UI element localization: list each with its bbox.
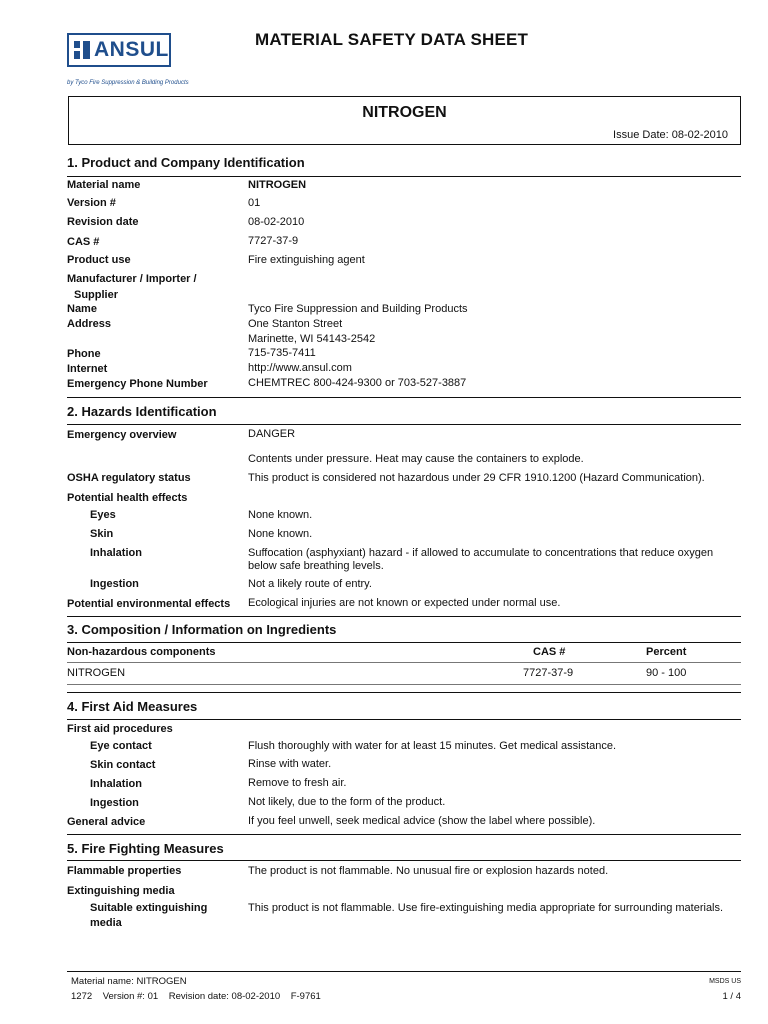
issue-date: Issue Date: 08-02-2010 (613, 129, 728, 141)
skin-label: Skin (90, 528, 114, 540)
revision-date-value: 08-02-2010 (248, 216, 305, 228)
emergency-overview-value: DANGER (248, 428, 296, 440)
cas-label: CAS # (67, 236, 100, 248)
supplier-label: Supplier (74, 289, 119, 301)
component-percent-cell: 90 - 100 (646, 667, 687, 679)
ansul-logo-mark-icon (74, 41, 90, 59)
product-use-label: Product use (67, 254, 131, 266)
suitable-media-label-line-2: media (90, 917, 122, 929)
percent-column-header: Percent (646, 646, 687, 658)
eye-contact-label: Eye contact (90, 740, 152, 752)
cas-value: 7727-37-9 (248, 235, 299, 247)
ansul-logo (67, 33, 171, 67)
ingestion-label: Ingestion (90, 578, 139, 590)
phone-value: 715-735-7411 (248, 347, 316, 359)
section-4-heading: 4. First Aid Measures (67, 699, 198, 714)
extinguishing-media-label: Extinguishing media (67, 885, 175, 897)
table-bottom-rule (67, 684, 741, 685)
product-use-value: Fire extinguishing agent (248, 254, 365, 266)
company-name-value: Tyco Fire Suppression and Building Products (248, 303, 468, 315)
internet-link[interactable]: http://www.ansul.com (248, 362, 352, 374)
document-title: MATERIAL SAFETY DATA SHEET (255, 30, 529, 49)
environmental-effects-label: Potential environmental effects (67, 598, 231, 610)
components-column-header: Non-hazardous components (67, 646, 216, 658)
address-line-2: Marinette, WI 54143-2542 (248, 333, 376, 345)
section-5-rule (67, 860, 741, 861)
section-5-heading: 5. Fire Fighting Measures (67, 841, 224, 856)
section-2-rule (67, 424, 741, 425)
general-advice-value: If you feel unwell, seek medical advice (show the label where possible). (248, 815, 596, 827)
skin-value: None known. (248, 528, 313, 540)
emergency-overview-detail: Contents under pressure. Heat may cause the containers to explode. (248, 453, 584, 465)
footer-material-name: Material name: NITROGEN (71, 976, 187, 987)
product-name: NITROGEN (362, 104, 447, 121)
osha-label: OSHA regulatory status (67, 472, 191, 484)
inhalation-value: Suffocation (asphyxiant) hazard - if allowed to accumulate to concentrations that reduce oxygen below safe breathing levels. (248, 547, 714, 572)
emergency-phone-label: Emergency Phone Number (67, 378, 208, 390)
eye-contact-value: Flush thoroughly with water for at least 15 minutes. Get medical assistance. (248, 740, 617, 752)
section-1-rule (67, 176, 741, 177)
phone-label: Phone (67, 348, 101, 360)
flammable-properties-label: Flammable properties (67, 865, 182, 877)
product-title-box (68, 96, 741, 145)
section-2-heading: 2. Hazards Identification (67, 404, 217, 419)
footer-document-info: 1272 Version #: 01 Revision date: 08-02-2010 F-9761 (71, 991, 321, 1002)
eyes-label: Eyes (90, 509, 116, 521)
footer-page-number: 1 / 4 (722, 991, 741, 1002)
eyes-value: None known. (248, 509, 313, 521)
health-effects-label: Potential health effects (67, 492, 188, 504)
footer-rule (67, 971, 741, 972)
logo-text: ANSUL (94, 38, 169, 61)
section-3-rule (67, 642, 741, 643)
suitable-media-label-line-1: Suitable extinguishing (90, 902, 208, 914)
ingestion-value: Not a likely route of entry. (248, 578, 372, 590)
manufacturer-label: Manufacturer / Importer / (67, 273, 197, 285)
first-aid-procedures-label: First aid procedures (67, 723, 173, 735)
material-name-value: NITROGEN (248, 179, 307, 191)
general-advice-label: General advice (67, 816, 146, 828)
skin-contact-value: Rinse with water. (248, 758, 332, 770)
version-value: 01 (248, 197, 261, 209)
section-5-top-rule (67, 834, 741, 835)
suitable-media-value: This product is not flammable. Use fire-extinguishing media appropriate for surrounding materials. (248, 902, 724, 914)
first-aid-inhalation-label: Inhalation (90, 778, 142, 790)
revision-date-label: Revision date (67, 216, 139, 228)
address-label: Address (67, 318, 112, 330)
skin-contact-label: Skin contact (90, 759, 156, 771)
company-name-label: Name (67, 303, 97, 315)
environmental-effects-value: Ecological injuries are not known or expected under normal use. (248, 597, 561, 609)
cas-column-header: CAS # (533, 646, 566, 658)
table-header-rule (67, 662, 741, 663)
emergency-overview-label: Emergency overview (67, 429, 177, 441)
version-label: Version # (67, 197, 116, 209)
section-2-top-rule (67, 397, 741, 398)
section-1-heading: 1. Product and Company Identification (67, 155, 305, 170)
first-aid-inhalation-value: Remove to fresh air. (248, 777, 347, 789)
component-cas-cell: 7727-37-9 (523, 667, 574, 679)
section-4-top-rule (67, 692, 741, 693)
address-line-1: One Stanton Street (248, 318, 343, 330)
tagline: by Tyco Fire Suppression & Building Products (67, 80, 189, 86)
material-name-label: Material name (67, 179, 141, 191)
first-aid-ingestion-value: Not likely, due to the form of the product. (248, 796, 446, 808)
section-4-rule (67, 719, 741, 720)
component-name-cell: NITROGEN (67, 667, 126, 679)
flammable-properties-value: The product is not flammable. No unusual fire or explosion hazards noted. (248, 865, 609, 877)
section-3-heading: 3. Composition / Information on Ingredients (67, 622, 337, 637)
inhalation-label: Inhalation (90, 547, 142, 559)
internet-label: Internet (67, 363, 108, 375)
first-aid-ingestion-label: Ingestion (90, 797, 139, 809)
emergency-phone-value: CHEMTREC 800-424-9300 or 703-527-3887 (248, 377, 467, 389)
osha-value: This product is considered not hazardous under 29 CFR 1910.1200 (Hazard Communication). (248, 472, 705, 484)
footer-msds-code: MSDS US (709, 978, 741, 985)
section-3-top-rule (67, 616, 741, 617)
